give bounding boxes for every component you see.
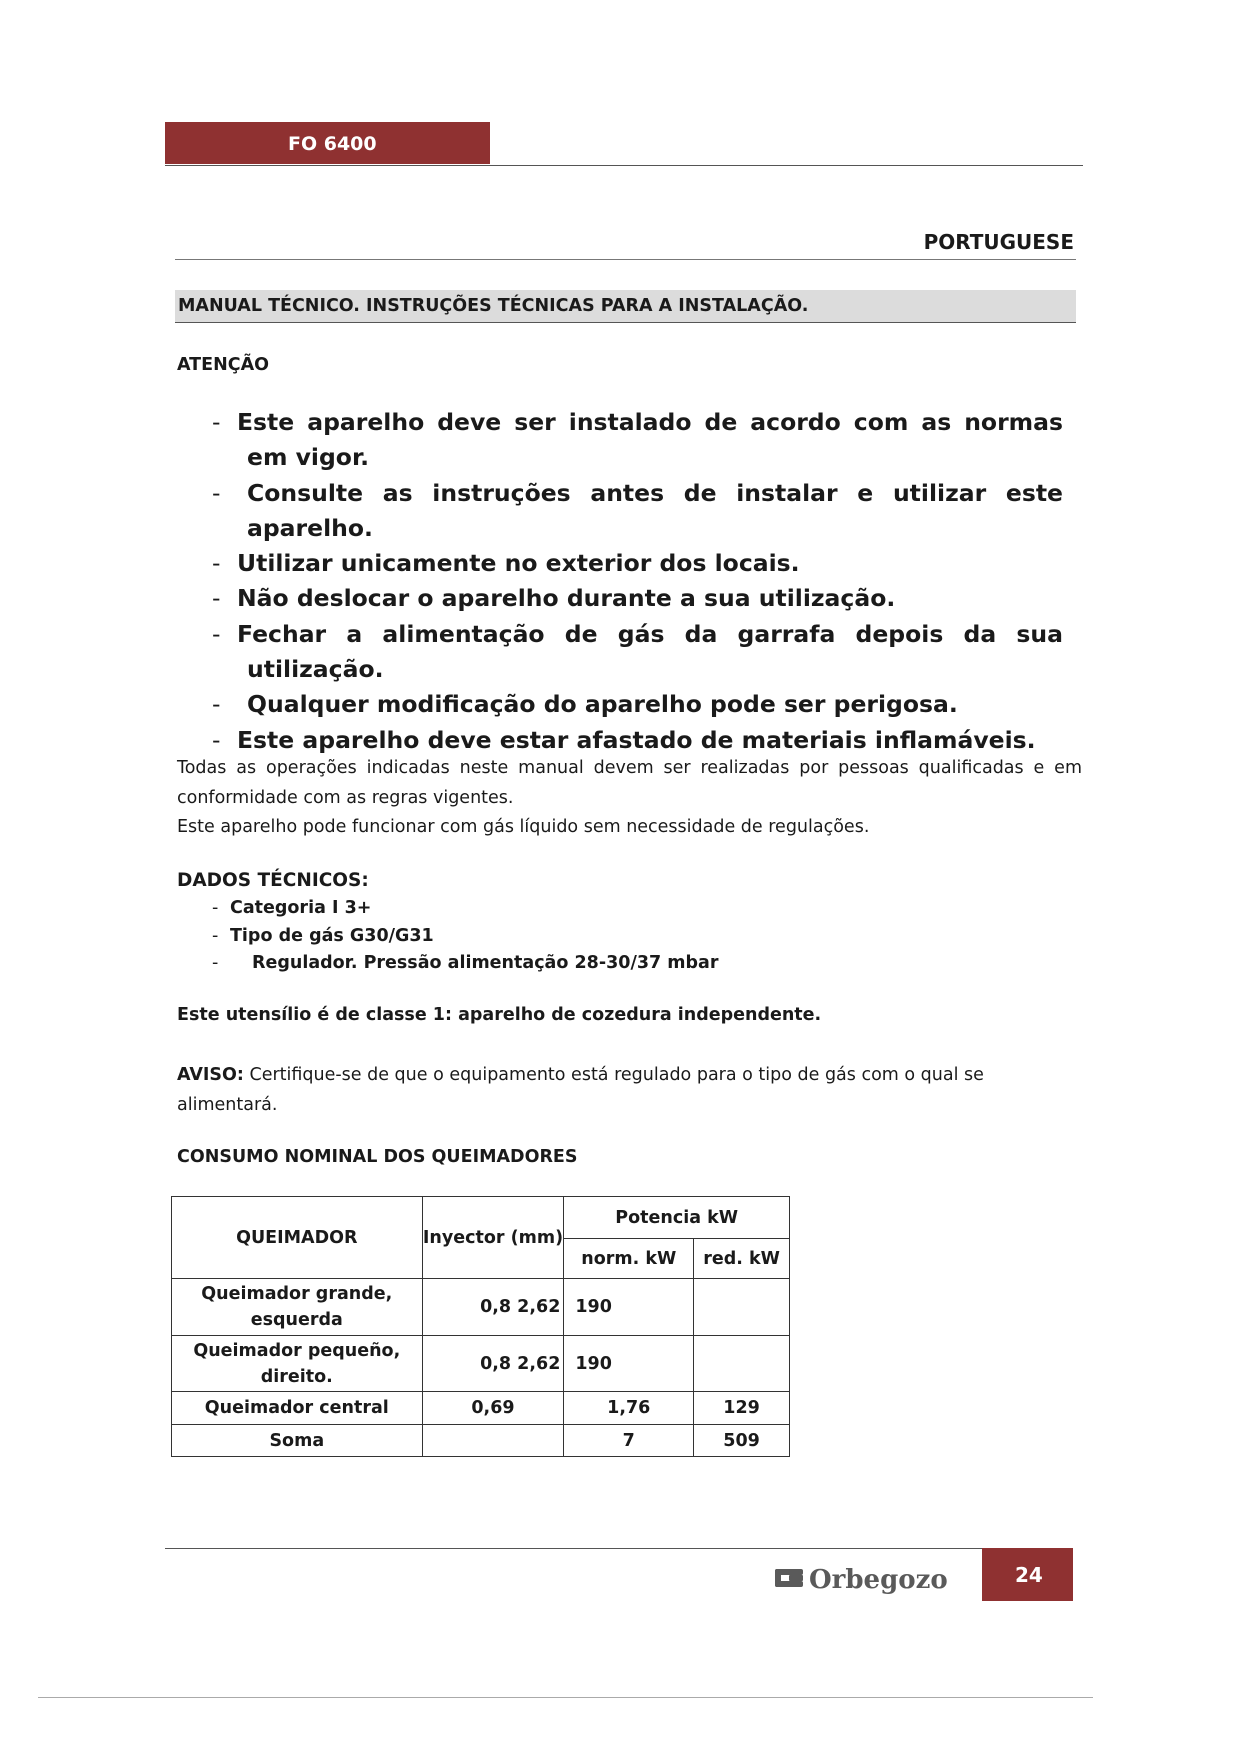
cell-norm: 190 xyxy=(564,1336,694,1392)
warning-text: Certifique-se de que o equipamento está regulado para o tipo de gás com o qual se alimentará. xyxy=(177,1065,984,1115)
bottom-rule xyxy=(38,1697,1093,1698)
footer-rule xyxy=(165,1548,985,1549)
consumption-table xyxy=(171,1196,790,1457)
attention-list xyxy=(177,405,1077,758)
appliance-class-note: Este utensílio é de classe 1: aparelho de cozedura independente. xyxy=(177,1005,822,1025)
attention-item: - Qualquer modificação do aparelho pode ser perigosa. xyxy=(212,690,958,719)
technical-data-item: - Tipo de gás G30/G31 xyxy=(212,925,434,946)
section-title: MANUAL TÉCNICO. INSTRUÇÕES TÉCNICAS PARA A INSTALAÇÃO. xyxy=(178,296,809,316)
technical-data-heading: DADOS TÉCNICOS: xyxy=(177,870,369,891)
orbegozo-logo xyxy=(771,1560,971,1594)
model-band xyxy=(165,122,490,164)
header-power: Potencia kW xyxy=(564,1197,790,1239)
cell-norm: 7 xyxy=(564,1425,694,1457)
attention-item: - Este aparelho deve ser instalado de acordo com as normas em vigor. xyxy=(212,408,1063,472)
cell-red xyxy=(694,1336,790,1392)
cell-norm: 190 xyxy=(564,1279,694,1336)
language-label: PORTUGUESE xyxy=(923,230,1074,254)
attention-item: - Utilizar unicamente no exterior dos locais. xyxy=(212,549,800,578)
warning-note xyxy=(177,1061,1082,1120)
cell-injector xyxy=(422,1425,564,1457)
cell-injector: 0,8 2,62 xyxy=(422,1336,564,1392)
technical-data-item: - Categoria I 3+ xyxy=(212,898,372,918)
header-rule xyxy=(165,165,1083,166)
cell-burner: Queimador grande, esquerda xyxy=(172,1279,423,1336)
model-label: FO 6400 xyxy=(288,133,377,155)
paragraph-operations: Todas as operações indicadas neste manual devem ser realizadas por pessoas qualificadas e em conformidade com as regras vigentes. xyxy=(177,758,1082,808)
header-injector: Inyector (mm) xyxy=(422,1197,564,1279)
header-red: red. kW xyxy=(694,1239,790,1279)
header-norm: norm. kW xyxy=(564,1239,694,1279)
brand-name: Orbegozo xyxy=(809,1565,948,1594)
cell-injector: 0,8 2,62 xyxy=(422,1279,564,1336)
attention-item: - Consulte as instruções antes de instalar e utilizar este aparelho. xyxy=(212,478,1063,542)
warning-label: AVISO: xyxy=(177,1065,244,1085)
technical-data-list xyxy=(177,895,719,978)
language-rule xyxy=(175,259,1076,260)
header-burner: QUEIMADOR xyxy=(172,1197,423,1279)
section-title-bar xyxy=(175,290,1076,323)
attention-item: - Este aparelho deve estar afastado de materiais inflamáveis. xyxy=(212,725,1036,754)
technical-data-item: - Regulador. Pressão alimentação 28-30/37 mbar xyxy=(212,953,719,973)
cell-norm: 1,76 xyxy=(564,1392,694,1425)
cell-burner: Soma xyxy=(172,1425,423,1457)
cell-burner: Queimador pequeño, direito. xyxy=(172,1336,423,1392)
table-row xyxy=(172,1336,790,1392)
orbegozo-logo-icon xyxy=(775,1569,803,1587)
page-number-box xyxy=(982,1548,1073,1601)
table-row xyxy=(172,1425,790,1457)
cell-red: 509 xyxy=(694,1425,790,1457)
attention-heading: ATENÇÃO xyxy=(177,355,269,375)
attention-item: - Não deslocar o aparelho durante a sua utilização. xyxy=(212,584,896,613)
cell-red: 129 xyxy=(694,1392,790,1425)
cell-injector: 0,69 xyxy=(422,1392,564,1425)
paragraph-liquid-gas: Este aparelho pode funcionar com gás líquido sem necessidade de regulações. xyxy=(177,817,870,837)
cell-red xyxy=(694,1279,790,1336)
table-row xyxy=(172,1279,790,1336)
consumption-heading: CONSUMO NOMINAL DOS QUEIMADORES xyxy=(177,1147,578,1167)
table-row xyxy=(172,1392,790,1425)
page-number: 24 xyxy=(1015,1563,1043,1587)
cell-burner: Queimador central xyxy=(172,1392,423,1425)
attention-item: - Fechar a alimentação de gás da garrafa depois da sua utilização. xyxy=(212,619,1063,684)
